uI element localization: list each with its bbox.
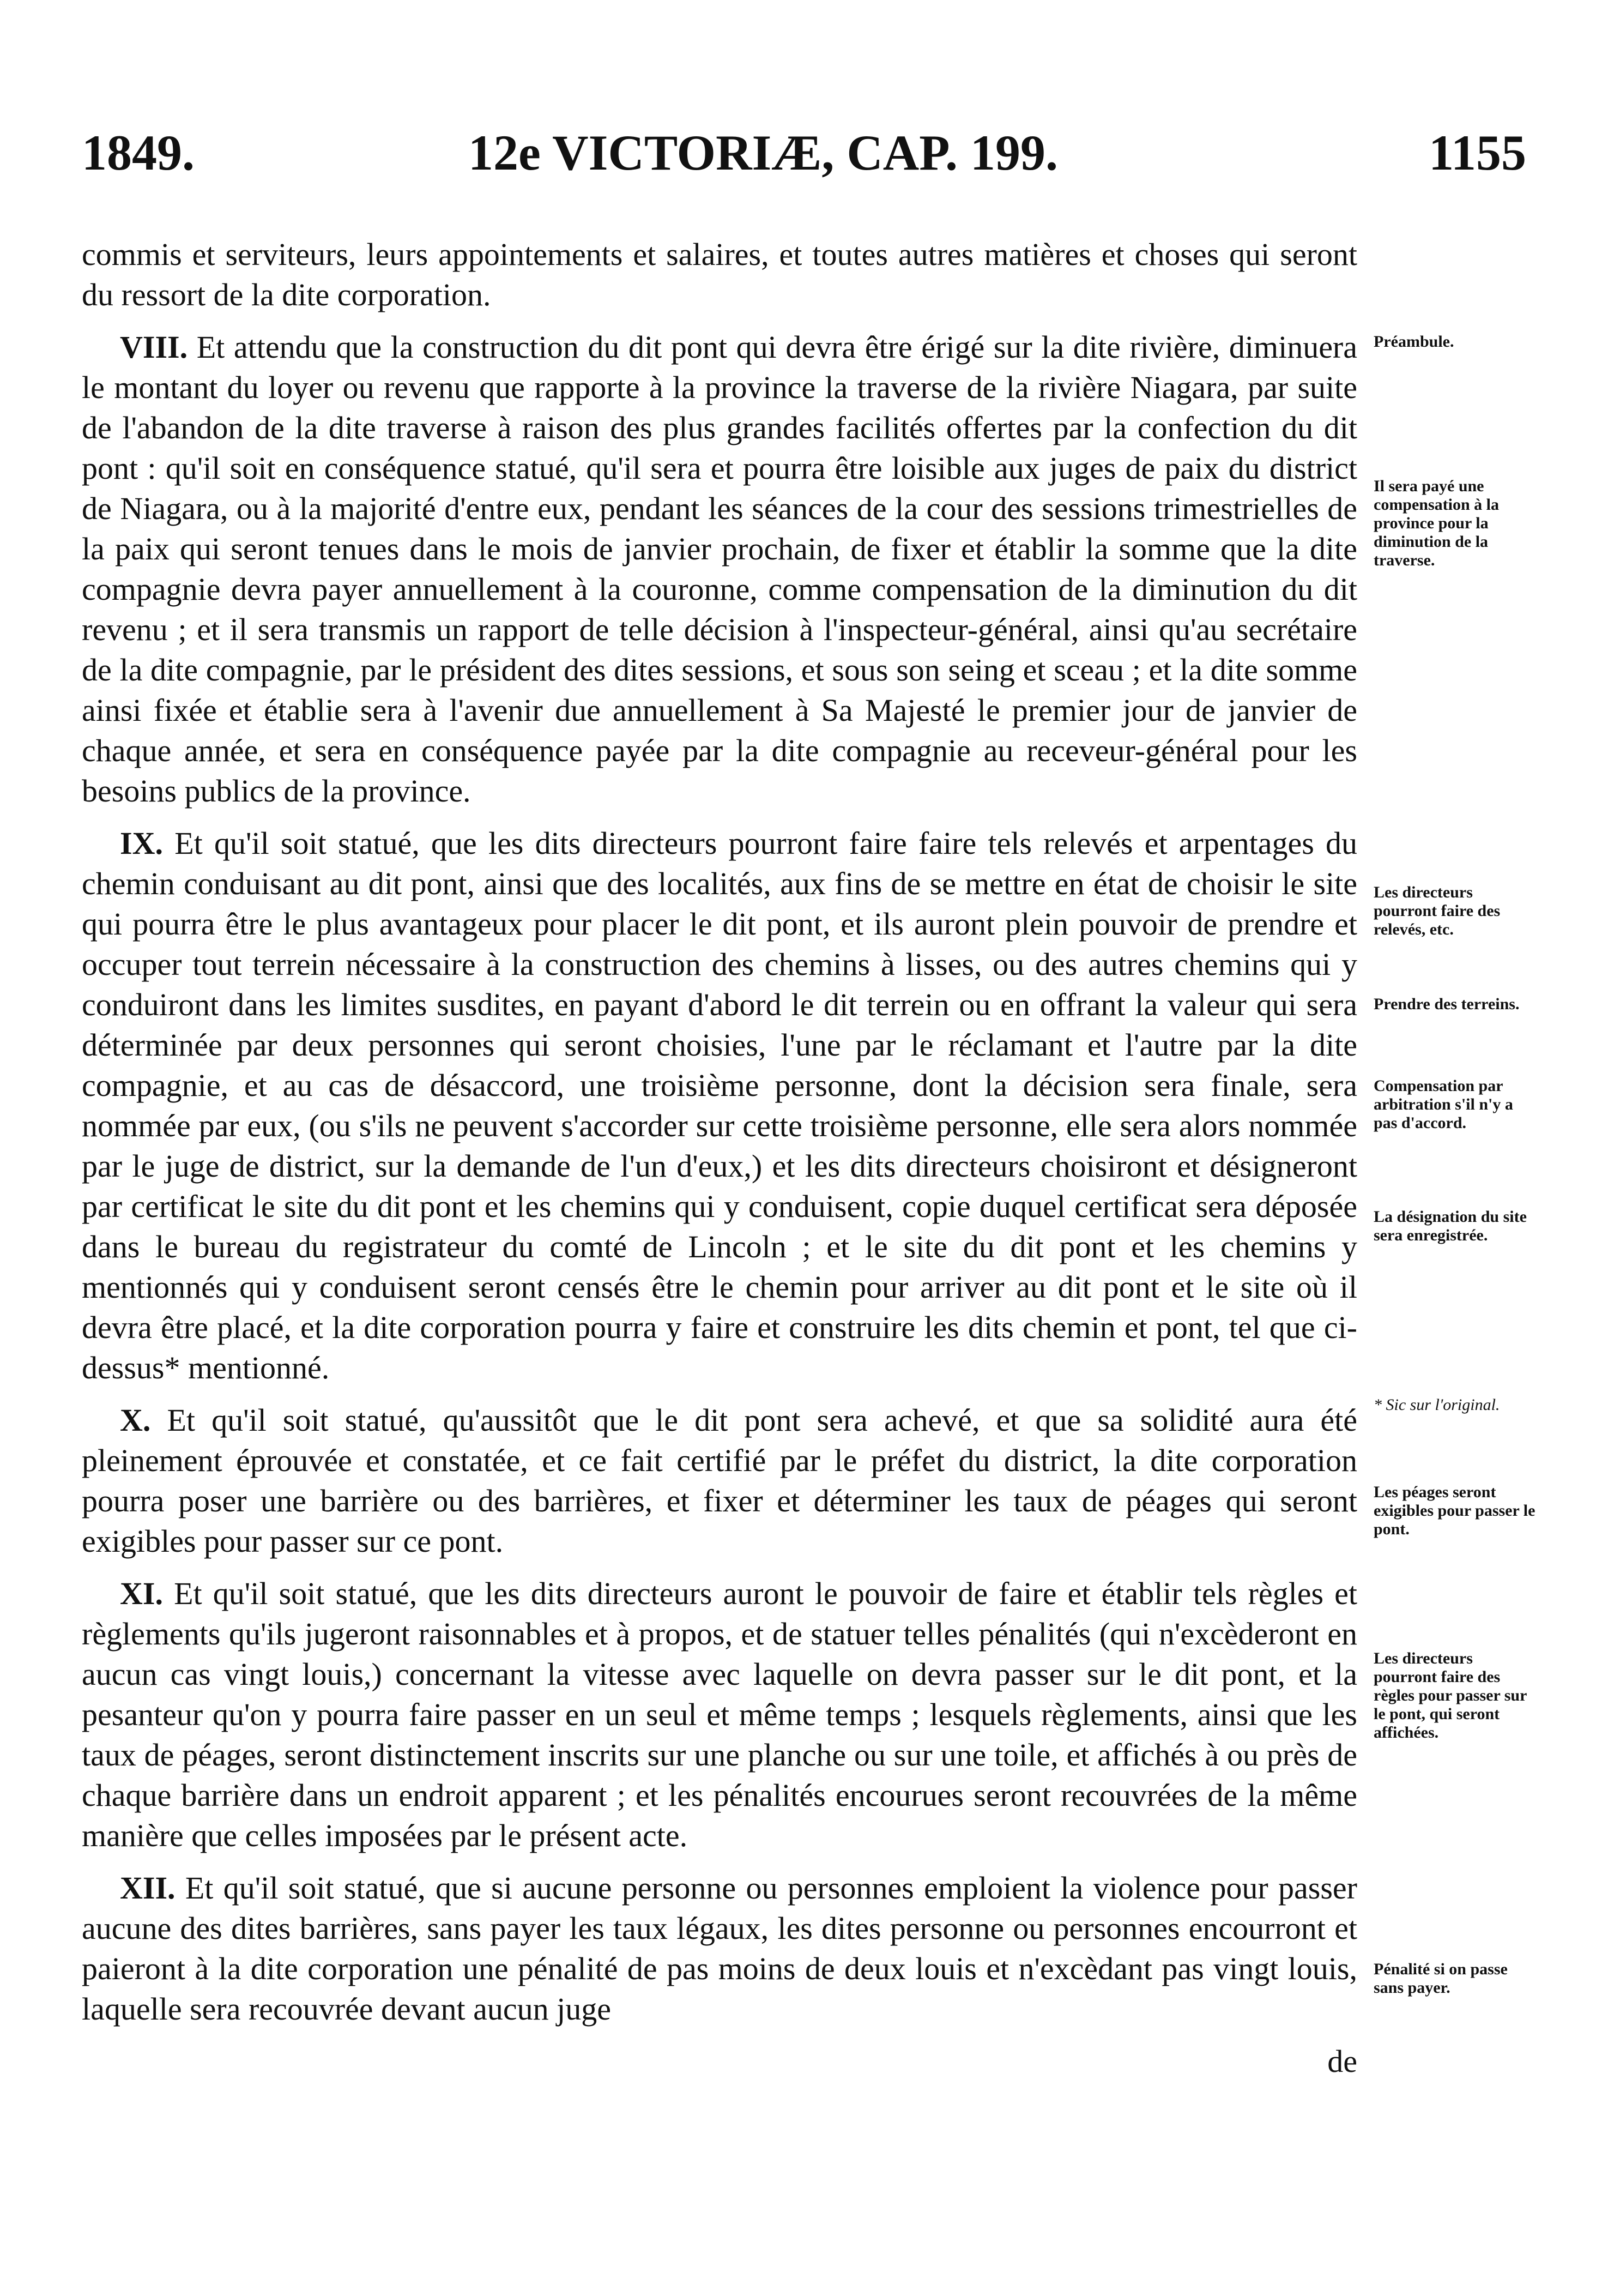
section-12 <box>82 1868 1357 2029</box>
intro-paragraph: commis et serviteurs, leurs appointements et salaires, et toutes autres matières et choses qui seront du ressort de la dite corporation. <box>82 237 1357 312</box>
section-10 <box>82 1400 1357 1562</box>
section-number: XI. <box>120 1576 163 1611</box>
header-year: 1849. <box>82 125 195 180</box>
section-number: X. <box>120 1402 151 1438</box>
margin-note-surveys: Les directeurs pourront faire des relevés, etc. <box>1374 883 1501 938</box>
section-11 <box>82 1574 1357 1856</box>
margin-note-rules: Les directeurs pourront faire des règles pour passer sur le pont, qui seront affichées. <box>1374 1649 1527 1741</box>
page-number: 1155 <box>1429 125 1526 180</box>
margin-note-penalty: Pénalité si on passe sans payer. <box>1374 1960 1508 1997</box>
section-number: XII. <box>120 1870 176 1906</box>
header-title: 12e VICTORIÆ, CAP. 199. <box>468 125 1058 180</box>
section-number: VIII. <box>120 329 188 365</box>
margin-note-land: Prendre des terreins. <box>1374 995 1520 1013</box>
section-text: Et qu'il soit statué, qu'aussitôt que le dit pont sera achevé, et que sa solidité aura été pleinement éprouvée et constatée, et ce fait certifié par le préfet du district, la dite corporation pourra poser une barrière ou des barrières, et fixer et déterminer les taux de péages qui seront exigibles pour passer sur ce pont. <box>82 1402 1357 1559</box>
margin-note-tolls: Les péages seront exigibles pour passer le pont. <box>1374 1483 1536 1538</box>
margin-note-compensation: Il sera payé une compensation à la province pour la diminution de la traverse. <box>1374 477 1500 569</box>
margin-note-sic: * Sic sur l'original. <box>1374 1396 1500 1414</box>
main-text <box>82 234 1357 2082</box>
section-text: Et attendu que la construction du dit pont qui devra être érigé sur la dite rivière, diminuera le montant du loyer ou revenu que rapporte à la province la traverse de la rivière Niagara, par suite de l'abandon de la dite traverse à raison des plus grandes facilités offertes par la confection du dit pont : qu'il soit en conséquence statué, qu'il sera et pourra être loisible aux juges de paix du district de Niagara, ou à la majorité d'entre eux, pendant les séances de la cour des sessions trimestrielles de la paix qui seront tenues dans le mois de janvier prochain, de fixer et établir la somme que la dite compagnie devra payer annuellement à la couronne, comme compensation de la diminution du dit revenu ; et il sera transmis un rapport de telle décision à l'inspecteur-général, ainsi qu'au secrétaire de la dite compagnie, par le président des dites sessions, et sous son seing et sceau ; et la dite somme ainsi fixée et établie sera à l'avenir due annuellement à Sa Majesté le premier jour de janvier de chaque année, et sera en conséquence payée par la dite compagnie au receveur-général pour les besoins publics de la province. <box>82 329 1357 809</box>
section-text: Et qu'il soit statué, que les dits directeurs auront le pouvoir de faire et établir tels règles et règlements qu'ils jugeront raisonnables et à propos, et de statuer telles pénalités (qui n'excèderont en aucun cas vingt louis,) concernant la vitesse avec laquelle on devra passer sur le dit pont, et la pesanteur qu'on y pourra faire passer en un seul et même temps ; lesquels règlements, ainsi que les taux de péages, seront distinctement inscrits sur une planche ou sur une toile, et affichés à ou près de chaque barrière dans un endroit apparent ; et les pénalités encourues seront recouvrées de la même manière que celles imposées par le présent acte. <box>82 1576 1358 1853</box>
section-text: Et qu'il soit statué, que les dits directeurs pourront faire faire tels relevés et arpentages du chemin conduisant au dit pont, ainsi que des localités, aux fins de se mettre en état de choisir le site qui pourra être le plus avantageux pour placer le dit pont, et ils auront plein pouvoir de prendre et occuper tout terrein nécessaire à la construction des chemins à lisses, ou des autres chemins qui y conduiront dans les limites susdites, en payant d'abord le dit terrein ou en offrant la valeur qui sera déterminée par deux personnes qui seront choisies, l'une par le réclamant et l'autre par la dite compagnie, et au cas de désaccord, une troisième personne, dont la décision sera finale, sera nommée par eux, (ou s'ils ne peuvent s'accorder sur cette troisième personne, elle sera alors nommée par le juge de district, sur la demande de l'un d'eux,) et les dits directeurs choisiront et désigneront par certificat le site du dit pont et les chemins qui y conduisent, copie duquel certificat sera déposée dans le bureau du registrateur du comté de Lincoln ; et le site du dit pont et les chemins y mentionnés qui y conduisent seront censés être le chemin pour arriver au dit pont et le site où il devra être placé, et la dite corporation pourra y faire et construire les dits chemin et pont, tel que ci-dessus* mentionné. <box>82 825 1358 1385</box>
section-number: IX. <box>120 825 163 861</box>
section-text: Et qu'il soit statué, que si aucune personne ou personnes emploient la violence pour passer aucune des dites barrières, sans payer les taux légaux, les dites personne ou personnes encourront et paieront à la dite corporation une pénalité de pas moins de deux louis et n'excèdant pas vingt louis, laquelle sera recouvrée devant aucun juge <box>82 1870 1357 2027</box>
continuation-word: de <box>1327 2044 1357 2079</box>
section-9 <box>82 823 1357 1388</box>
section-8 <box>82 327 1357 811</box>
margin-note-arbitration: Compensation par arbitration s'il n'y a pas d'accord. <box>1374 1077 1513 1132</box>
margin-note-site-registered: La désignation du site sera enregistrée. <box>1374 1208 1527 1244</box>
margin-note-preamble: Préambule. <box>1374 333 1454 351</box>
